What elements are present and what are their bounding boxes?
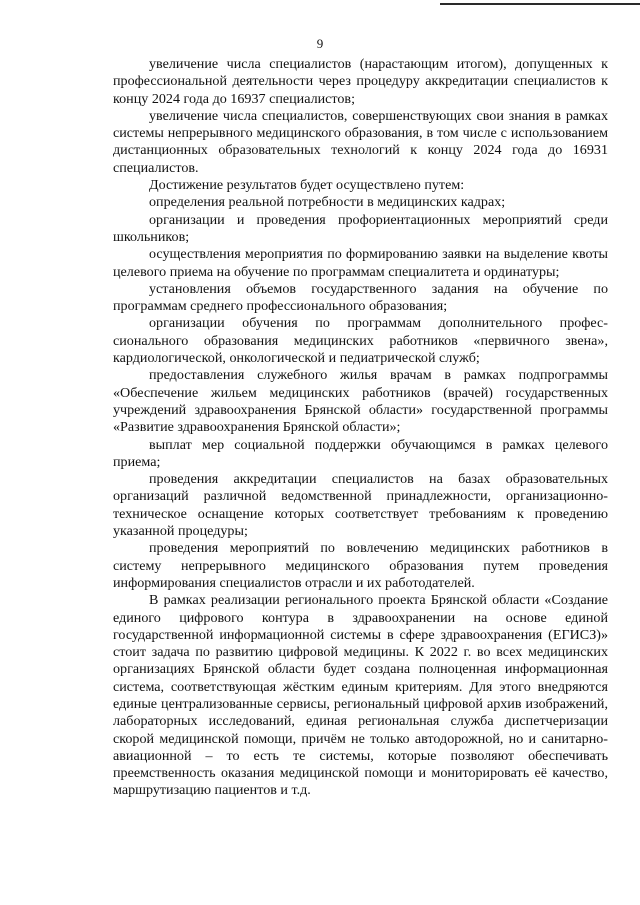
paragraph-continuing-education-count: увеличение числа специалистов, совершенствующих свои знания в рамках системы непрерывного медицинского образования, в том числе с использованием дистанционных образовательных технологий к концу 2024 года до 16931 специалистов. bbox=[113, 107, 608, 176]
paragraph-social-support: выплат мер социальной поддержки обучающимся в рамках целевого приема; bbox=[113, 436, 608, 470]
paragraph-state-assignment: установления объемов государственного задания на обучение по программам среднего профессионального образования; bbox=[113, 280, 608, 315]
paragraph-career-guidance: организации и проведения профориентационных мероприятий среди школьников; bbox=[113, 211, 608, 245]
paragraph-additional-training: организации обучения по программам дополнительного профессионального образования медицинских работников «первичного звена», кардиологической, онкологической и педиатрической служб; bbox=[113, 315, 608, 367]
top-edge-rule bbox=[440, 3, 640, 5]
page-number: 9 bbox=[316, 36, 324, 51]
paragraph-targeted-admission-quota: осуществления мероприятия по формированию заявки на выделение квоты целевого приема на обучение по программам специалитета и ординатуры; bbox=[113, 246, 608, 280]
paragraph-service-housing: предоставления служебного жилья врачам в рамках подпрограммы «Обеспечение жильем медицинских работников (врачей) государственных учреждений здравоохранения Брянской области» государственной программы «Развитие здравоохранения Брянской области»; bbox=[113, 367, 608, 436]
paragraph-staff-needs: определения реальной потребности в медицинских кадрах; bbox=[149, 194, 506, 211]
paragraph-continuing-education-involvement: проведения мероприятий по вовлечению медицинских работников в систему непрерывного медицинского образования путем проведения информирования специалистов отрасли и их работодателей. bbox=[113, 540, 608, 591]
paragraph-accreditation-bases: проведения аккредитации специалистов на базах образовательных организаций различной ведомственной принадлежности, организационно-техническое оснащение которых соответствует требованиям к проведению указанной процедуры; bbox=[113, 471, 608, 540]
paragraph-digital-health-project: В рамках реализации регионального проекта Брянской области «Создание единого цифрового контура в здравоохранении на основе единой государственной информационной системы в сфере здравоохранения (ЕГИСЗ)» стоит задача по развитию цифровой медицины. К 2022 г. во всех медицинских организациях Брянской области будет создана полноценная информационная система, соответствующая жёстким единым критериям. Для этого внедряются единые централизованные сервисы, региональный цифровой архив изображений, лабораторных исследований, единая региональная служба диспетчеризации скорой медицинской помощи, причём не только автодорожной, но и санитарно-авиационной – то есть те системы, которые позволяют обеспечивать преемственность оказания медицинской помощи и мониторировать её качество, маршрутизацию пациентов и т.д. bbox=[113, 592, 608, 799]
paragraph-accreditation-count: увеличение числа специалистов (нарастающим итогом), допущенных к профессиональной деятельности через процедуру аккредитации специалистов к концу 2024 года до 16937 специалистов; bbox=[113, 56, 608, 107]
paragraph-results-intro: Достижение результатов будет осуществлено путем: bbox=[149, 177, 465, 194]
document-body bbox=[113, 56, 608, 800]
